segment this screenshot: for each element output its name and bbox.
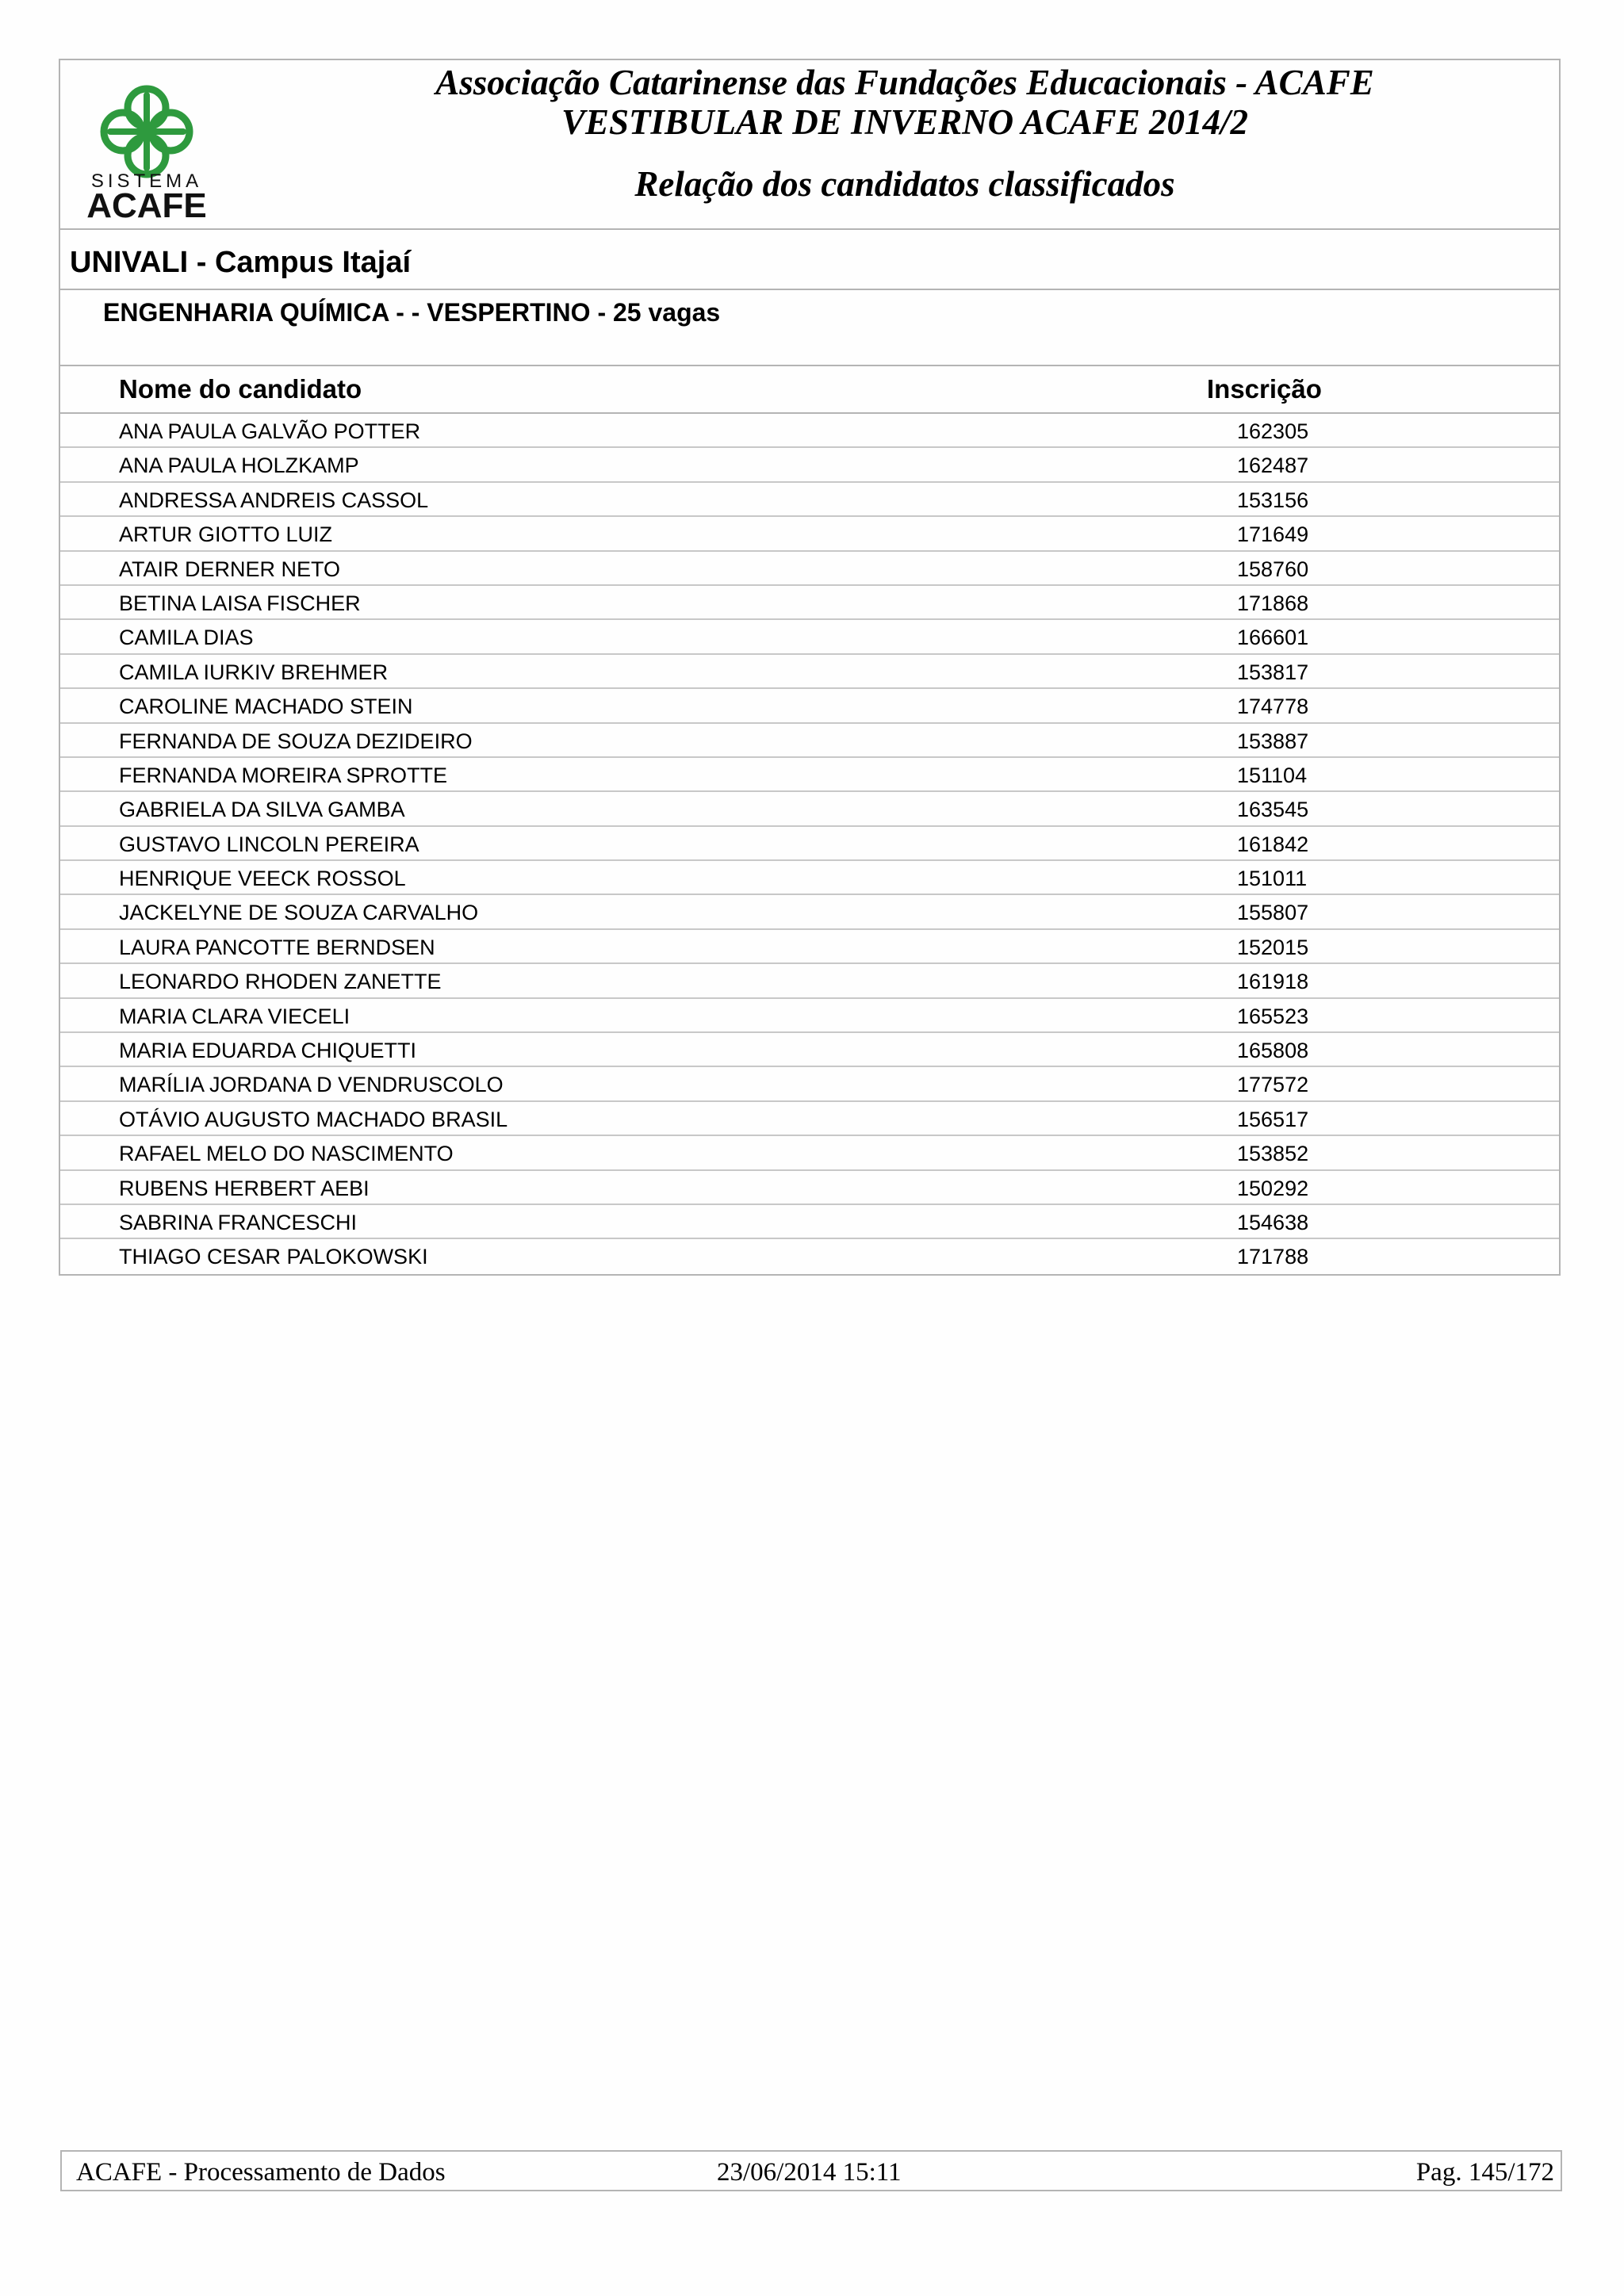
candidate-name: FERNANDA MOREIRA SPROTTE	[119, 763, 448, 787]
table-row	[60, 758, 1559, 792]
table-row	[60, 552, 1559, 586]
table-row	[60, 517, 1559, 551]
table-row	[60, 930, 1559, 964]
course-heading: ENGENHARIA QUÍMICA - - VESPERTINO - 25 vagas	[60, 290, 1559, 366]
report-header	[60, 60, 1559, 230]
footer-page-number: Pag. 145/172	[1415, 2158, 1554, 2187]
candidate-name: ANA PAULA GALVÃO POTTER	[119, 419, 421, 443]
candidate-name: RAFAEL MELO DO NASCIMENTO	[119, 1142, 454, 1166]
candidate-name: ANDRESSA ANDREIS CASSOL	[119, 488, 429, 512]
candidate-inscricao: 153852	[1237, 1142, 1309, 1166]
table-row	[60, 1136, 1559, 1170]
footer-source: ACAFE - Processamento de Dados	[76, 2158, 446, 2187]
candidate-name: OTÁVIO AUGUSTO MACHADO BRASIL	[119, 1107, 508, 1131]
logo-text-sistema: SISTEMA	[90, 170, 203, 192]
candidate-inscricao: 153156	[1237, 488, 1309, 512]
table-row	[60, 827, 1559, 861]
candidate-inscricao: 155807	[1237, 901, 1309, 925]
candidate-name: ARTUR GIOTTO LUIZ	[119, 522, 333, 547]
candidate-name: FERNANDA DE SOUZA DEZIDEIRO	[119, 729, 473, 753]
table-row	[60, 655, 1559, 689]
acafe-logo	[71, 67, 222, 222]
candidate-inscricao: 162305	[1237, 419, 1309, 443]
table-row	[60, 964, 1559, 998]
column-header-inscricao: Inscrição	[1207, 374, 1322, 404]
candidate-name: CAROLINE MACHADO STEIN	[119, 695, 413, 719]
report-frame	[59, 59, 1561, 1276]
candidate-name: HENRIQUE VEECK ROSSOL	[119, 867, 406, 891]
candidate-name: CAMILA IURKIV BREHMER	[119, 660, 389, 684]
candidate-name: JACKELYNE DE SOUZA CARVALHO	[119, 901, 479, 925]
table-row	[60, 861, 1559, 895]
candidate-inscricao: 158760	[1237, 557, 1309, 581]
candidate-name: LAURA PANCOTTE BERNDSEN	[119, 935, 435, 959]
candidate-name: MARÍLIA JORDANA D VENDRUSCOLO	[119, 1073, 504, 1097]
org-title: Associação Catarinense das Fundações Educacionais - ACAFE	[435, 63, 1374, 102]
campus-heading: UNIVALI - Campus Itajaí	[60, 230, 1559, 290]
table-row	[60, 999, 1559, 1033]
table-row	[60, 895, 1559, 929]
candidate-inscricao: 161918	[1237, 970, 1309, 994]
table-row	[60, 483, 1559, 517]
table-row	[60, 1171, 1559, 1205]
report-subtitle: Relação dos candidatos classificados	[634, 164, 1175, 204]
candidate-inscricao: 165523	[1237, 1004, 1309, 1028]
table-row	[60, 792, 1559, 826]
candidate-inscricao: 177572	[1237, 1073, 1309, 1097]
table-row	[60, 620, 1559, 654]
candidate-name: GABRIELA DA SILVA GAMBA	[119, 798, 405, 822]
table-row	[60, 1102, 1559, 1136]
page-footer	[60, 2150, 1562, 2191]
candidate-name: BETINA LAISA FISCHER	[119, 591, 361, 615]
candidate-name: MARIA EDUARDA CHIQUETTI	[119, 1039, 417, 1063]
candidate-name: SABRINA FRANCESCHI	[119, 1210, 358, 1234]
footer-datetime: 23/06/2014 15:11	[717, 2158, 902, 2187]
table-row	[60, 724, 1559, 758]
candidate-inscricao: 162487	[1237, 453, 1309, 478]
candidate-inscricao: 174778	[1237, 695, 1309, 719]
candidate-inscricao: 156517	[1237, 1107, 1309, 1131]
table-row	[60, 1033, 1559, 1067]
candidate-inscricao: 151104	[1237, 763, 1308, 787]
table-header	[60, 366, 1559, 414]
candidate-inscricao: 150292	[1237, 1176, 1309, 1200]
table-row	[60, 414, 1559, 448]
table-row	[60, 1205, 1559, 1239]
candidate-inscricao: 171868	[1237, 591, 1309, 615]
candidate-inscricao: 153887	[1237, 729, 1309, 753]
candidate-name: THIAGO CESAR PALOKOWSKI	[119, 1245, 428, 1269]
candidate-inscricao: 152015	[1237, 935, 1309, 959]
candidate-name: ANA PAULA HOLZKAMP	[119, 453, 359, 478]
candidate-inscricao: 153817	[1237, 660, 1309, 684]
candidate-inscricao: 163545	[1237, 798, 1309, 822]
logo-text-acafe: ACAFE	[86, 186, 207, 222]
candidate-inscricao: 171649	[1237, 522, 1309, 547]
candidate-inscricao: 161842	[1237, 832, 1309, 856]
candidate-name: GUSTAVO LINCOLN PEREIRA	[119, 832, 419, 856]
table-row	[60, 586, 1559, 620]
table-row	[60, 689, 1559, 723]
candidate-inscricao: 171788	[1237, 1245, 1309, 1269]
candidate-name: RUBENS HERBERT AEBI	[119, 1176, 370, 1200]
column-header-name: Nome do candidato	[119, 374, 362, 404]
candidate-inscricao: 166601	[1237, 626, 1309, 650]
candidate-name: CAMILA DIAS	[119, 626, 254, 650]
candidate-inscricao: 151011	[1237, 867, 1308, 891]
candidate-name: ATAIR DERNER NETO	[119, 557, 341, 581]
candidate-table	[60, 414, 1559, 1274]
table-row	[60, 1239, 1559, 1273]
table-row	[60, 448, 1559, 482]
table-row	[60, 1067, 1559, 1101]
exam-title: VESTIBULAR DE INVERNO ACAFE 2014/2	[561, 102, 1249, 142]
candidate-name: MARIA CLARA VIECELI	[119, 1004, 350, 1028]
candidate-inscricao: 154638	[1237, 1210, 1309, 1234]
candidate-inscricao: 165808	[1237, 1039, 1309, 1063]
candidate-name: LEONARDO RHODEN ZANETTE	[119, 970, 442, 994]
